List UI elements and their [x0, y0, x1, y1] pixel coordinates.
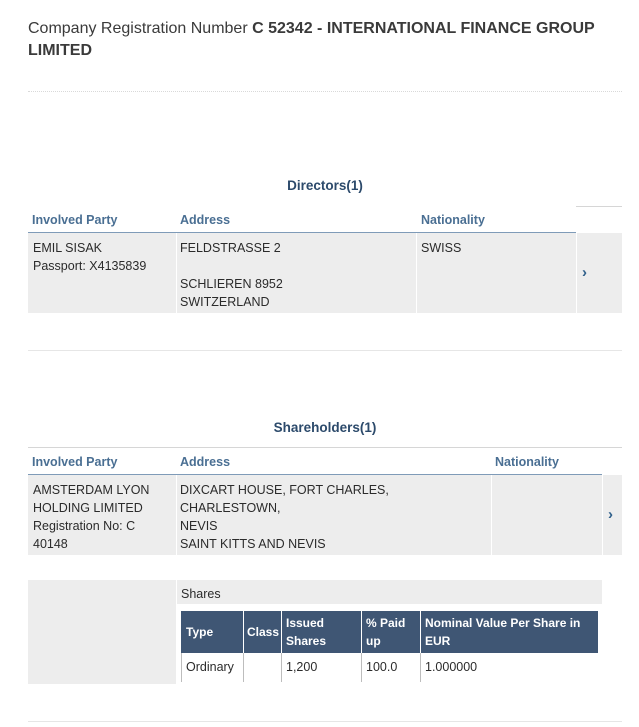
footer-divider — [28, 721, 622, 722]
shares-row-border-3 — [361, 653, 362, 682]
shares-row-border-2 — [281, 653, 282, 682]
shareholder-registration-line-1: Registration No: C — [33, 519, 136, 533]
director-passport: Passport: X4135839 — [33, 259, 147, 273]
shares-row-paid: 100.0 — [366, 660, 398, 674]
shares-col-paid-line-1: % Paid — [366, 616, 406, 630]
shareholder-name-line-1: AMSTERDAM LYON — [33, 483, 150, 497]
shares-col-nominal-line-2: EUR — [425, 634, 451, 648]
shares-th-sep3 — [361, 611, 362, 653]
shareholder-address-line-3: NEVIS — [180, 519, 218, 533]
shares-col-class: Class — [247, 625, 280, 639]
shares-row-type: Ordinary — [186, 660, 234, 674]
shares-row-nominal: 1.000000 — [425, 660, 478, 674]
shares-row-border-left — [181, 653, 182, 682]
directors-row-sep1 — [176, 233, 177, 313]
shares-th-sep1 — [243, 611, 244, 653]
director-address-line-4: SWITZERLAND — [180, 295, 270, 309]
section-divider — [28, 350, 622, 351]
director-nationality: SWISS — [421, 241, 462, 255]
shares-col-type: Type — [186, 625, 214, 639]
shares-label-sep — [176, 580, 177, 604]
chevron-right-icon[interactable]: › — [582, 264, 587, 281]
shareholders-title: Shareholders(1) — [273, 420, 377, 435]
shares-th-sep2 — [281, 611, 282, 653]
shareholder-address-line-1: DIXCART HOUSE, FORT CHARLES, — [180, 483, 389, 497]
shares-row-issued: 1,200 — [286, 660, 318, 674]
shares-row-border-1 — [243, 653, 244, 682]
chevron-right-icon[interactable]: › — [608, 506, 613, 523]
shareholders-row-sep2 — [491, 475, 492, 555]
shares-label: Shares — [181, 587, 221, 601]
header-divider — [28, 91, 622, 92]
directors-col-nationality: Nationality — [421, 213, 485, 227]
shareholders-row-sep1 — [176, 475, 177, 555]
shares-col-paid-line-2: up — [366, 634, 381, 648]
director-address-line-1: FELDSTRASSE 2 — [180, 241, 281, 255]
directors-header-topline — [576, 206, 622, 207]
registration-number-company: C 52342 - INTERNATIONAL FINANCE GROUP — [252, 20, 595, 37]
shares-label-row — [28, 580, 602, 604]
directors-col-address: Address — [180, 213, 231, 227]
shares-left-gutter — [28, 604, 176, 684]
shareholders-header-topline — [28, 447, 622, 448]
directors-col-involved-party: Involved Party — [32, 213, 118, 227]
registration-label: Company Registration Number — [28, 20, 248, 37]
shareholders-row-sep3 — [602, 475, 603, 555]
shareholder-address-line-4: SAINT KITTS AND NEVIS — [180, 537, 326, 551]
shares-row-border-4 — [420, 653, 421, 682]
shareholder-address-line-2: CHARLESTOWN, — [180, 501, 281, 515]
directors-title: Directors(1) — [287, 178, 363, 193]
shareholders-col-nationality: Nationality — [495, 455, 559, 469]
shareholder-name-line-2: HOLDING LIMITED — [33, 501, 143, 515]
directors-row-sep2 — [416, 233, 417, 313]
shares-col-issued-line-1: Issued — [286, 616, 325, 630]
director-address-line-3: SCHLIEREN 8952 — [180, 277, 283, 291]
shareholders-col-address: Address — [180, 455, 231, 469]
shareholder-registration-line-2: 40148 — [33, 537, 68, 551]
company-name-continued: LIMITED — [28, 42, 92, 59]
shareholders-col-involved-party: Involved Party — [32, 455, 118, 469]
shares-th-sep4 — [420, 611, 421, 653]
page-title — [28, 18, 608, 62]
shares-col-nominal-line-1: Nominal Value Per Share in — [425, 616, 581, 630]
directors-row-sep3 — [576, 233, 577, 313]
shares-col-issued-line-2: Shares — [286, 634, 327, 648]
director-name: EMIL SISAK — [33, 241, 103, 255]
